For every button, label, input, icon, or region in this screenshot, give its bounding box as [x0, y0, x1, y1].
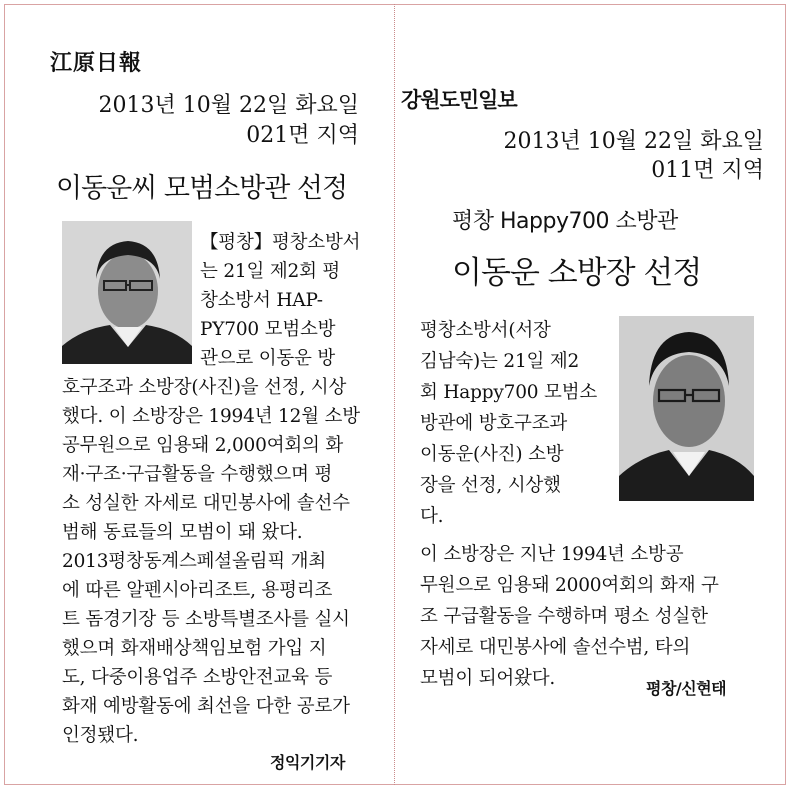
body-line: 했다. 이 소방장은 1994년 12월 소방: [62, 406, 360, 427]
clipping-gangwon-ilbo: [0, 0, 394, 789]
portrait-photo-icon-graphic: [619, 316, 754, 501]
body-line: 모범이 되어왔다.: [420, 668, 556, 689]
page-line: 021면 지역: [246, 123, 359, 148]
body-line: 관으로 이동운 방: [200, 348, 336, 369]
headline: 이동운씨 모범소방관 선정: [56, 173, 348, 204]
clipping-gangwon-domin-ilbo: [396, 0, 786, 789]
body-line: 【평창】평창소방서: [200, 232, 361, 253]
body-line: 평창소방서(서장: [420, 320, 551, 341]
byline: 평창/신현태: [646, 679, 727, 698]
subheadline: 평창 Happy700 소방관: [452, 209, 678, 234]
date-line: 2013년 10월 22일 화요일: [503, 129, 764, 154]
body-line: 김남숙)는 21일 제2: [420, 351, 580, 372]
body-line: 인정됐다.: [62, 725, 139, 746]
body-line: 2013평창동계스페셜올림픽 개최: [62, 551, 327, 572]
portrait-photo-icon: [62, 221, 192, 364]
body-line: 공무원으로 임용돼 2,000여회의 화: [62, 435, 344, 456]
body-line: 호구조과 소방장(사진)을 선정, 시상: [62, 377, 347, 398]
body-line: PY700 모범소방: [200, 319, 336, 340]
portrait-photo-icon-graphic: [62, 221, 192, 364]
body-line: 창소방서 HAP-: [200, 290, 323, 311]
body-line: 범해 동료들의 모범이 돼 왔다.: [62, 522, 303, 543]
date-line: 2013년 10월 22일 화요일: [98, 93, 359, 118]
page-line: 011면 지역: [651, 158, 764, 183]
body-line: 이동운(사진) 소방: [420, 444, 564, 465]
headline: 이동운 소방장 선정: [452, 255, 702, 291]
body-line: 다.: [420, 506, 444, 527]
body-line: 이 소방장은 지난 1994년 소방공: [420, 544, 684, 565]
byline: 정익기기자: [270, 753, 345, 772]
body-line: 에 따른 알펜시아리조트, 용평리조: [62, 580, 333, 601]
body-line: 재·구조·구급활동을 수행했으며 평: [62, 464, 333, 485]
body-line: 조 구급활동을 수행하며 평소 성실한: [420, 606, 708, 627]
masthead: 강원도민일보: [401, 88, 517, 112]
body-line: 무원으로 임용돼 2000여회의 화재 구: [420, 575, 719, 596]
body-line: 는 21일 제2회 평: [200, 261, 341, 282]
body-line: 했으며 화재배상책임보험 가입 지: [62, 638, 327, 659]
body-line: 소 성실한 자세로 대민봉사에 솔선수: [62, 493, 350, 514]
column-divider: [394, 4, 395, 785]
body-line: 트 돔경기장 등 소방특별조사를 실시: [62, 609, 350, 630]
body-line: 화재 예방활동에 최선을 다한 공로가: [62, 696, 350, 717]
body-line: 장을 선정, 시상했: [420, 475, 561, 496]
body-line: 회 Happy700 모범소: [420, 382, 598, 403]
masthead: 江原日報: [50, 50, 143, 76]
body-line: 방관에 방호구조과: [420, 413, 568, 434]
portrait-photo-icon: [619, 316, 754, 501]
body-line: 자세로 대민봉사에 솔선수범, 타의: [420, 637, 691, 658]
body-line: 도, 다중이용업주 소방안전교육 등: [62, 667, 333, 688]
